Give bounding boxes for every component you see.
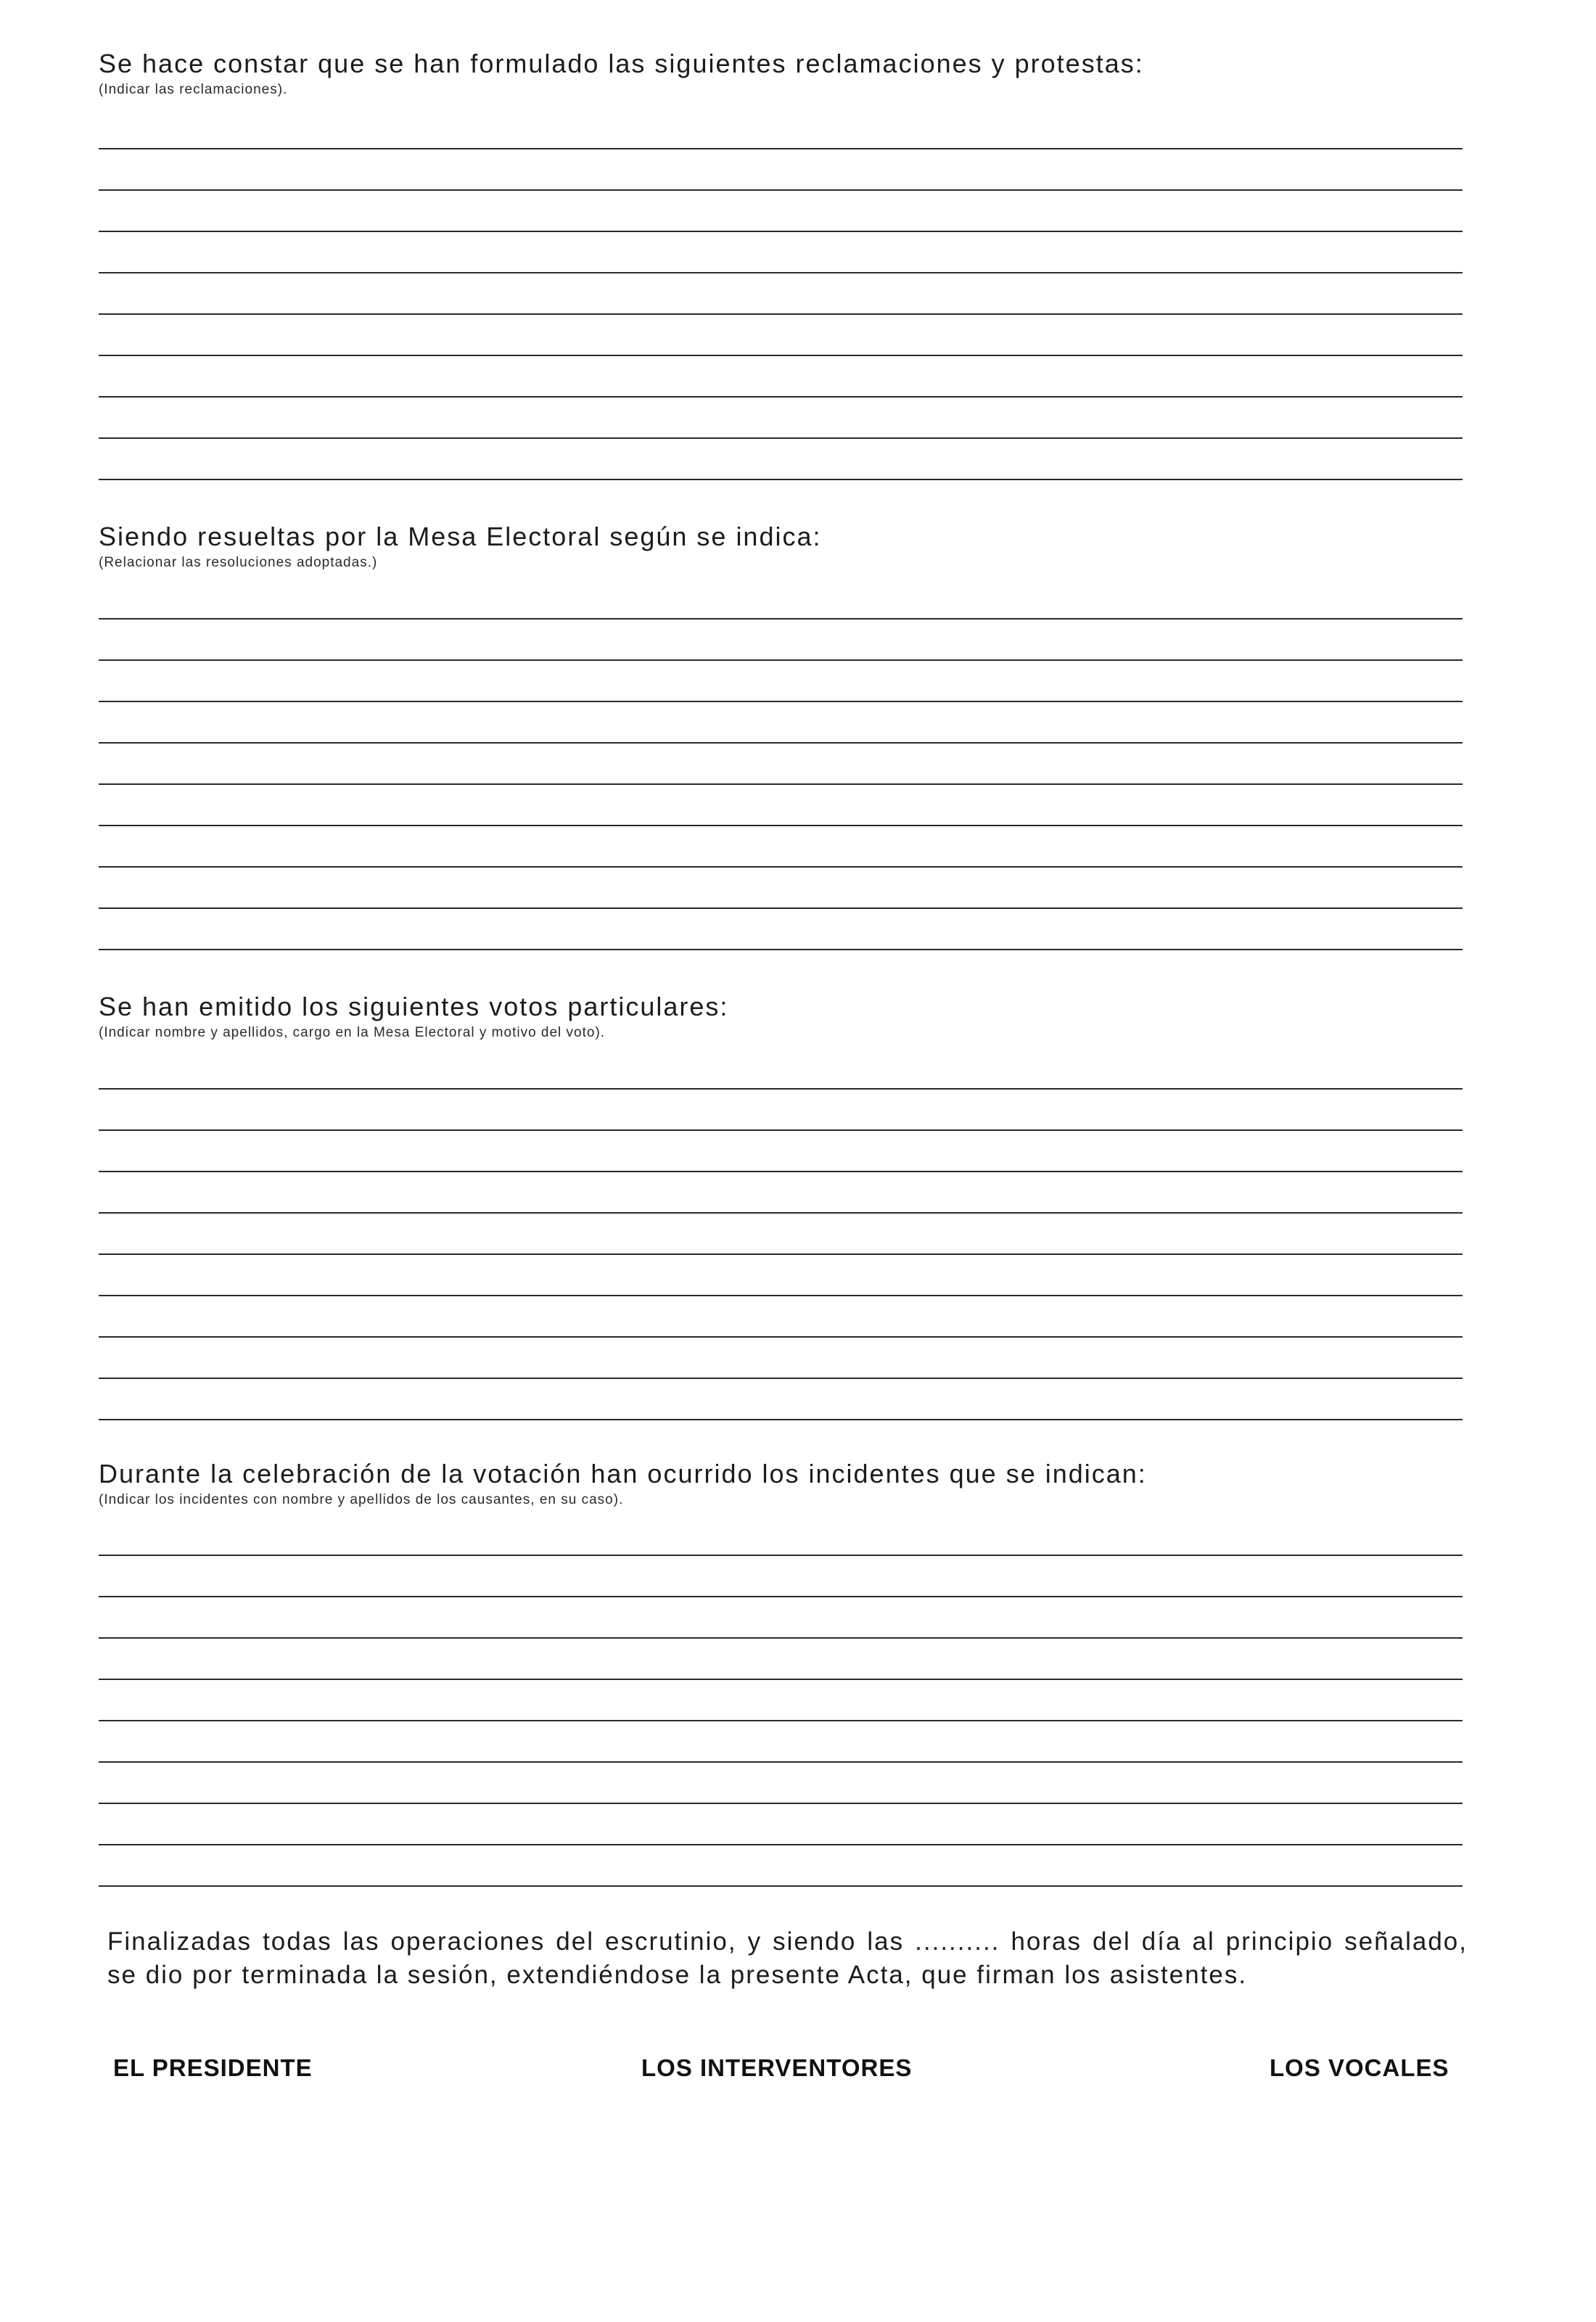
writing-line — [99, 313, 1463, 315]
section-note: (Indicar los incidentes con nombre y apellidos de los causantes, en su caso). — [99, 1492, 624, 1507]
writing-line — [99, 742, 1463, 744]
section-reclamaciones — [99, 48, 1463, 99]
section-title: Se hace constar que se han formulado las siguientes reclamaciones y protestas: — [99, 49, 1144, 78]
closing-paragraph — [107, 1925, 1468, 1992]
writing-line — [99, 1596, 1463, 1597]
writing-line — [99, 1419, 1463, 1420]
section-title: Siendo resueltas por la Mesa Electoral según se indica: — [99, 522, 822, 551]
writing-line — [99, 1761, 1463, 1763]
section-incidentes — [99, 1458, 1463, 1509]
writing-line — [99, 189, 1463, 191]
writing-line — [99, 701, 1463, 702]
writing-line — [99, 1555, 1463, 1556]
writing-line — [99, 1336, 1463, 1338]
writing-line — [99, 1637, 1463, 1639]
section-votos-particulares — [99, 991, 1463, 1042]
writing-line — [99, 437, 1463, 439]
writing-line — [99, 659, 1463, 661]
closing-text: Finalizadas todas las operaciones del escrutinio, y siendo las .......... horas del día al principio señalado, se dio por terminada la sesión, extendiéndose la presente Acta, que firman los asistentes. — [107, 1927, 1468, 1989]
writing-line — [99, 949, 1463, 950]
writing-line — [99, 1679, 1463, 1680]
writing-line — [99, 1720, 1463, 1721]
writing-line — [99, 231, 1463, 232]
section-note: (Indicar las reclamaciones). — [99, 82, 288, 97]
section-note: (Relacionar las resoluciones adoptadas.) — [99, 555, 378, 570]
writing-line — [99, 1253, 1463, 1255]
writing-line — [99, 1295, 1463, 1296]
writing-line — [99, 1378, 1463, 1379]
section-resoluciones — [99, 521, 1463, 572]
writing-line — [99, 825, 1463, 826]
writing-line — [99, 618, 1463, 619]
section-title: Se han emitido los siguientes votos particulares: — [99, 992, 729, 1021]
writing-line — [99, 1844, 1463, 1845]
signature-vocales: LOS VOCALES — [1270, 2054, 1449, 2081]
writing-line — [99, 907, 1463, 909]
writing-line — [99, 396, 1463, 398]
writing-line — [99, 355, 1463, 356]
writing-line — [99, 1803, 1463, 1804]
writing-line — [99, 1088, 1463, 1090]
writing-line — [99, 1885, 1463, 1887]
writing-line — [99, 783, 1463, 785]
section-title: Durante la celebración de la votación han ocurrido los incidentes que se indican: — [99, 1459, 1147, 1489]
writing-line — [99, 479, 1463, 480]
signature-interventores: LOS INTERVENTORES — [641, 2054, 913, 2081]
section-note: (Indicar nombre y apellidos, cargo en la Mesa Electoral y motivo del voto). — [99, 1025, 606, 1040]
writing-line — [99, 1129, 1463, 1131]
writing-line — [99, 272, 1463, 273]
writing-line — [99, 148, 1463, 149]
signature-president: EL PRESIDENTE — [113, 2054, 313, 2081]
writing-line — [99, 1171, 1463, 1172]
writing-line — [99, 866, 1463, 868]
writing-line — [99, 1212, 1463, 1214]
